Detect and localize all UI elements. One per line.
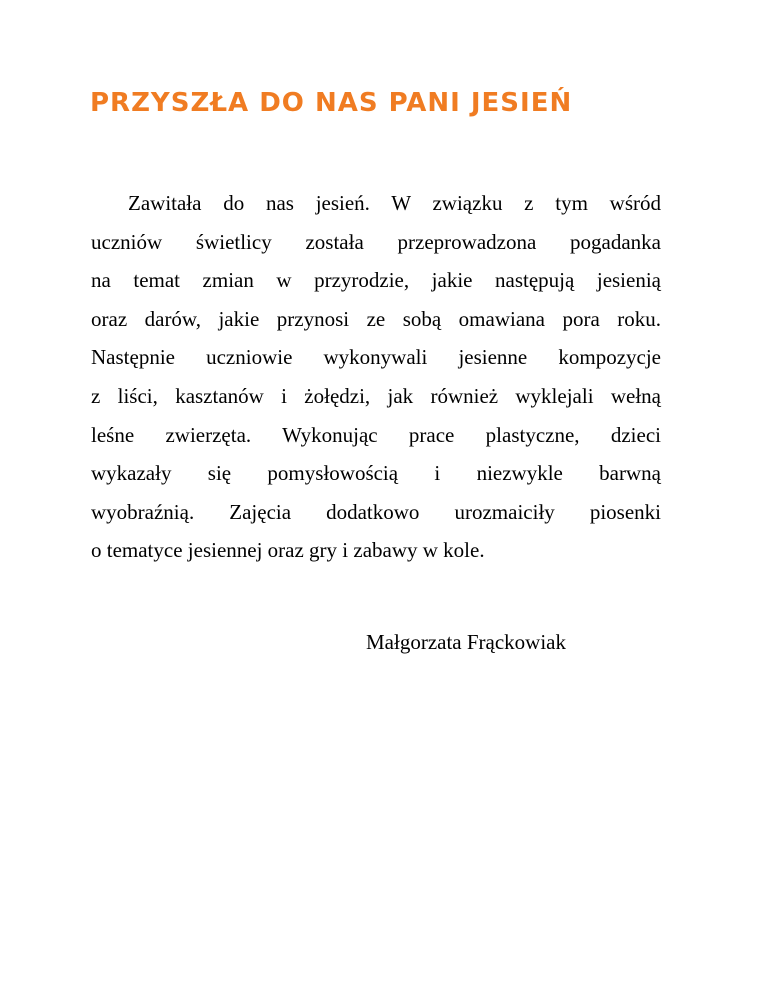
- paragraph-line: z liści, kasztanów i żołędzi, jak również wyklejali wełną: [91, 383, 661, 408]
- author-signature: Małgorzata Frąckowiak: [366, 630, 567, 654]
- paragraph-line: wykazały się pomysłowością i niezwykle barwną: [91, 461, 661, 486]
- paragraph-line: leśne zwierzęta. Wykonując prace plastyczne, dzieci: [91, 422, 661, 447]
- article-paragraph: [91, 184, 661, 570]
- document-title: PRZYSZŁA DO NAS PANI JESIEŃ: [90, 88, 573, 118]
- paragraph-line: Zawitała do nas jesień. W związku z tym wśród: [128, 191, 661, 215]
- paragraph-line: Następnie uczniowie wykonywali jesienne kompozycje: [91, 345, 661, 370]
- paragraph-line: o tematyce jesiennej oraz gry i zabawy w kole.: [91, 538, 485, 563]
- paragraph-line: oraz darów, jakie przynosi ze sobą omawiana pora roku.: [91, 306, 661, 331]
- paragraph-line: uczniów świetlicy została przeprowadzona pogadanka: [91, 229, 661, 254]
- paragraph-line: na temat zmian w przyrodzie, jakie następują jesienią: [91, 268, 661, 293]
- paragraph-line: wyobraźnią. Zajęcia dodatkowo urozmaiciły piosenki: [91, 499, 661, 524]
